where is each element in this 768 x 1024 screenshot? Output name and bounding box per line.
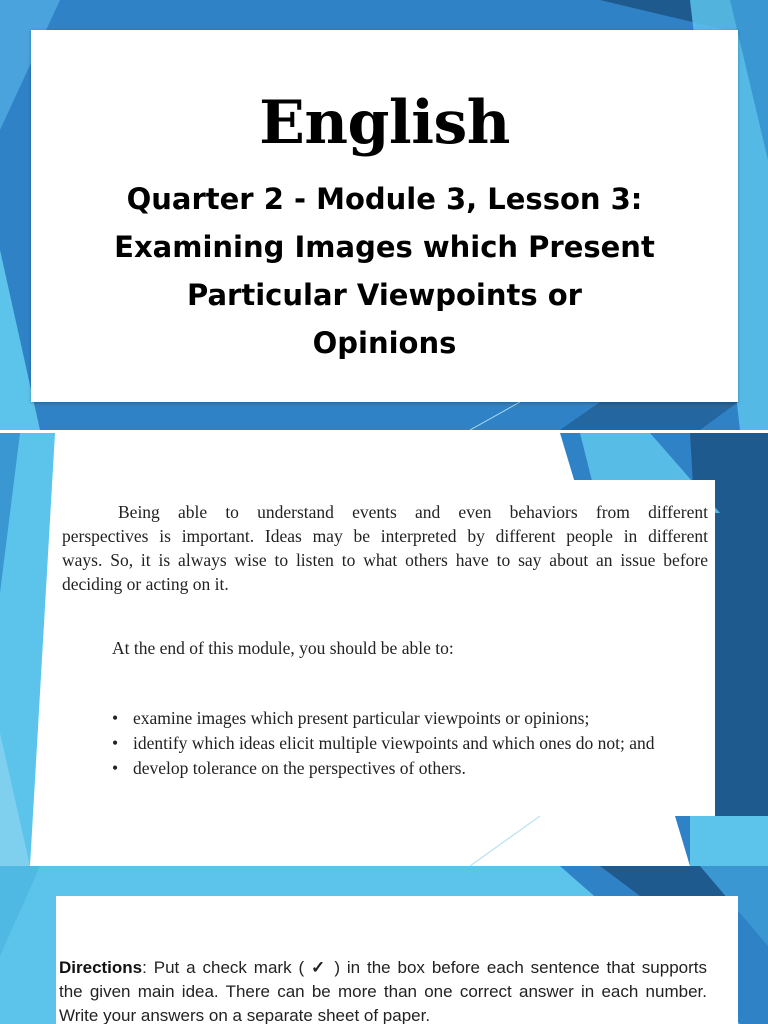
intro-paragraph <box>62 500 708 596</box>
objective-text: examine images which present particular viewpoints or opinions; <box>133 708 590 728</box>
list-item <box>112 731 655 756</box>
directions-line <box>59 956 707 980</box>
check-mark-icon: ✓ <box>311 958 328 977</box>
directions-text-part: : Put a check mark ( <box>142 958 312 977</box>
paragraph-line: Being able to understand events and even behaviors from different <box>118 502 708 522</box>
subtitle-line: Opinions <box>312 326 457 360</box>
bullet-icon: • <box>112 758 119 778</box>
paragraph-line: deciding or acting on it. <box>62 574 229 594</box>
directions-slide <box>0 866 768 1024</box>
directions-label: Directions <box>59 958 143 977</box>
objective-text: develop tolerance on the perspectives of others. <box>133 758 466 778</box>
paragraph-line: perspectives is important. Ideas may be interpreted by different people in different <box>62 526 708 546</box>
lesson-subtitle <box>31 175 738 367</box>
title-card <box>31 30 738 402</box>
directions-text-part: ) in the box before each sentence that supports <box>327 958 707 977</box>
directions-line: the given main idea. There can be more than one correct answer in each number. <box>59 982 707 1001</box>
page-title: English <box>259 88 510 158</box>
directions-text <box>59 956 707 1024</box>
subtitle-line: Examining Images which Present <box>114 230 655 264</box>
objectives-card <box>56 480 715 816</box>
directions-line: Write your answers on a separate sheet of paper. <box>59 1006 431 1024</box>
list-item <box>112 756 655 781</box>
bullet-icon: • <box>112 708 119 728</box>
subtitle-line: Particular Viewpoints or <box>187 278 582 312</box>
list-item <box>112 706 655 731</box>
objective-text: identify which ideas elicit multiple viewpoints and which ones do not; and <box>133 733 655 753</box>
objectives-slide <box>0 433 768 866</box>
subtitle-line: Quarter 2 - Module 3, Lesson 3: <box>126 182 643 216</box>
title-slide <box>0 0 768 430</box>
objectives-list <box>112 706 655 781</box>
bullet-icon: • <box>112 733 119 753</box>
directions-card <box>56 896 738 1024</box>
objectives-intro: At the end of this module, you should be able to: <box>112 638 454 658</box>
paragraph-line: ways. So, it is always wise to listen to what others have to say about an issue before <box>62 550 708 570</box>
